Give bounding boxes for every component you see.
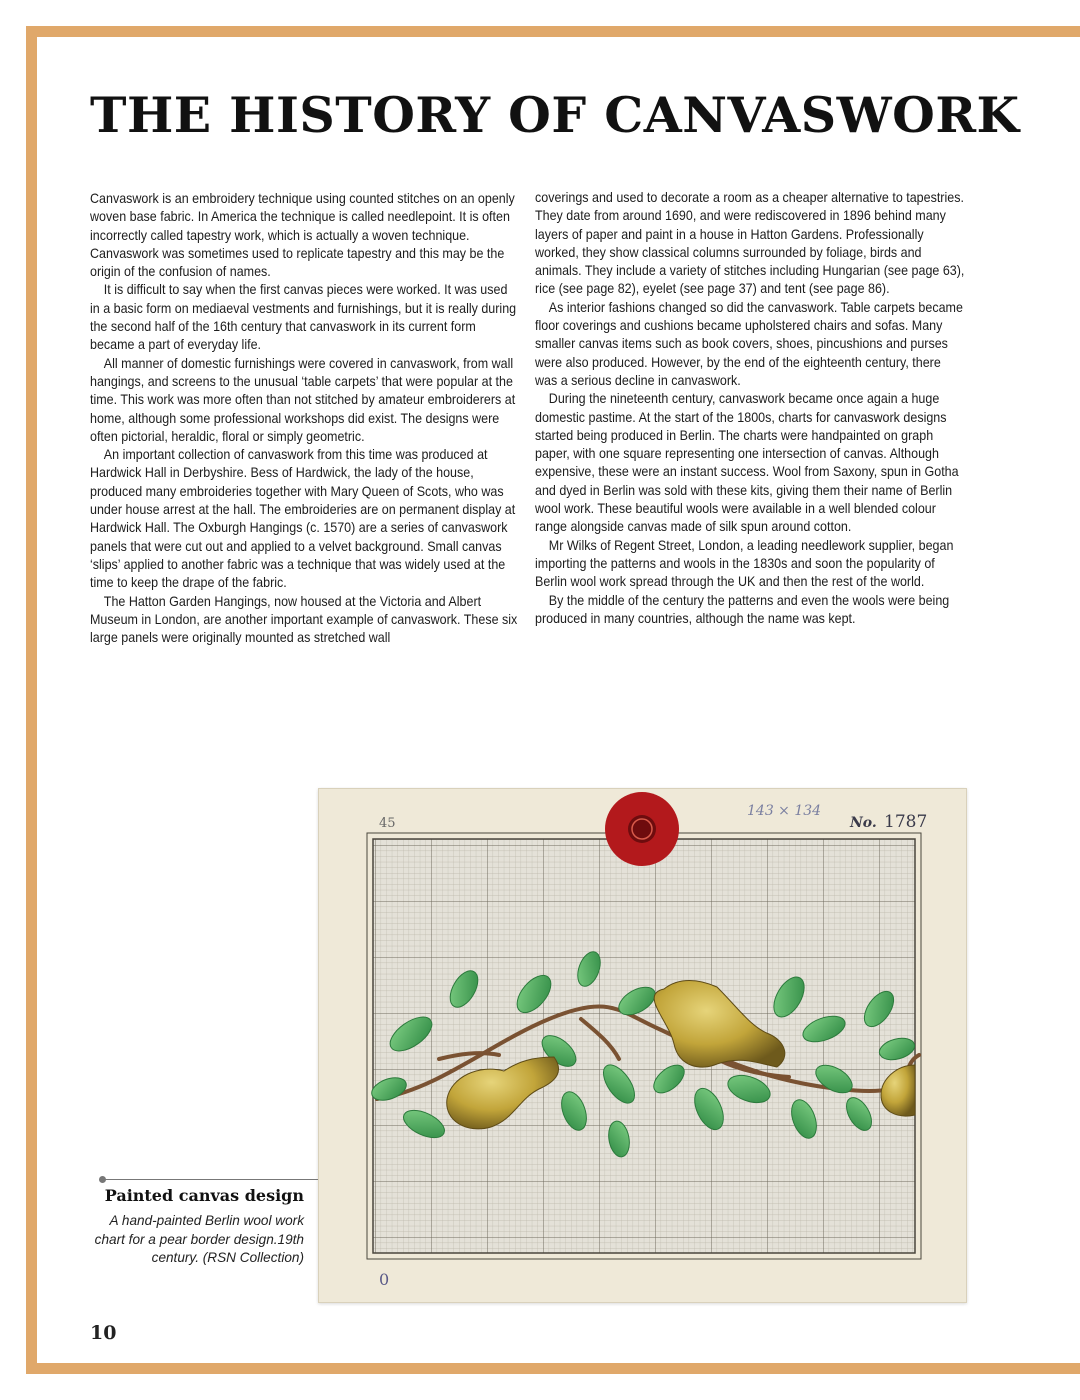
page-frame-bottom bbox=[26, 1363, 1080, 1374]
bottom-mark: 0 bbox=[379, 1270, 390, 1289]
page-title: THE HISTORY OF CANVASWORK bbox=[90, 86, 1020, 144]
paragraph: As interior fashions changed so did the canvaswork. Table carpets became floor coverings and cushions became upholstered chairs and sofas. Many smaller canvas items such as book covers, shoes, pincushions and purses were also produced. However, by the end of the eighteenth century, there was a serious decline in canvaswork. bbox=[535, 299, 963, 388]
paragraph: It is difficult to say when the first canvas pieces were worked. It was used in a basic form on mediaeval vestments and furnishings, but it is really during the second half of the 16th century that canvaswork in its current form became a part of everyday life. bbox=[90, 282, 517, 353]
handwritten-size: 143 × 134 bbox=[747, 803, 822, 819]
page-frame-left bbox=[26, 26, 37, 1374]
paragraph: All manner of domestic furnishings were covered in canvaswork, from wall hangings, and screens to the unusual ‘table carpets’ that were popular at the time. This work was more often than not stitched by amateur embroiderers at home, although some professional workshops did exist. The designs were often pictorial, heraldic, floral or simply geometric. bbox=[90, 355, 516, 444]
paragraph: During the nineteenth century, canvaswork became once again a huge domestic pastime. At the start of the 1800s, charts for canvaswork designs started being produced in Berlin. The charts were handpainted on graph paper, with one square representing one intersection of canvas. Although expensive, these were an instant success. Wool from Saxony, spun in Gotha and dyed in Berlin was sold with these kits, giving them their name of Berlin wool work. These beautiful wools were available in a well blended colour range alongside canvas made of silk spun around cotton. bbox=[535, 391, 959, 535]
number-label: No. bbox=[850, 815, 877, 831]
paragraph: The Hatton Garden Hangings, now housed at the Victoria and Albert Museum in London, are another important example of canvaswork. These six large panels were originally mounted as stretched wall bbox=[90, 593, 518, 646]
paragraph: By the middle of the century the patterns and even the wools were being produced in many countries, although the name was kept. bbox=[535, 592, 950, 626]
caption-leader-dot bbox=[99, 1176, 106, 1183]
text-column-left bbox=[90, 190, 521, 647]
page-number: 10 bbox=[90, 1322, 117, 1344]
caption-leader-line bbox=[102, 1179, 318, 1180]
bold-grid bbox=[373, 839, 915, 1253]
caption-title: Painted canvas design bbox=[104, 1186, 304, 1205]
paragraph: coverings and used to decorate a room as a cheaper alternative to tapestries. They date from around 1690, and were rediscovered in 1896 behind many layers of paper and paint in a house in Hatton Gardens. Professionally worked, they show classical columns surrounded by foliage, birds and animals. They include a variety of stitches including Hungarian (see page 63), rice (see page 82), eyelet (see page 37) and tent (see page 86). bbox=[535, 190, 965, 297]
number-value: 1787 bbox=[884, 812, 928, 832]
text-column-right bbox=[535, 189, 966, 628]
paragraph: Mr Wilks of Regent Street, London, a leading needlework supplier, began importing the patterns and wools in the 1830s and soon the popularity of Berlin wool work spread through the UK and then the rest of the world. bbox=[535, 537, 954, 590]
paragraph: An important collection of canvaswork from this time was produced at Hardwick Hall in Derbyshire. Bess of Hardwick, the lady of the house, produced many embroideries together with Mary Queen of Scots, who was under house arrest at the hall. The embroideries are on permanent display at Hardwick Hall. The Oxburgh Hangings (c. 1570) are a series of canvaswork panels that were cut out and applied to a velvet background. Small canvas ‘slips’ applied to another fabric was a technique that was widely used at the time to keep the drape of the fabric. bbox=[90, 447, 516, 591]
wax-seal bbox=[605, 792, 679, 866]
canvas-chart-image bbox=[318, 788, 967, 1303]
caption-text: A hand-painted Berlin wool work chart for a pear border design.19th century. (RSN Collection) bbox=[94, 1213, 304, 1265]
corner-number: 45 bbox=[379, 816, 396, 831]
page-frame-top bbox=[26, 26, 1080, 37]
paragraph: Canvaswork is an embroidery technique using counted stitches on an openly woven base fabric. In America the technique is called needlepoint. It is often incorrectly called tapestry work, which is actually a woven technique. Canvaswork was sometimes used to replicate tapestry and this may be the origin of the confusion of names. bbox=[90, 191, 515, 280]
